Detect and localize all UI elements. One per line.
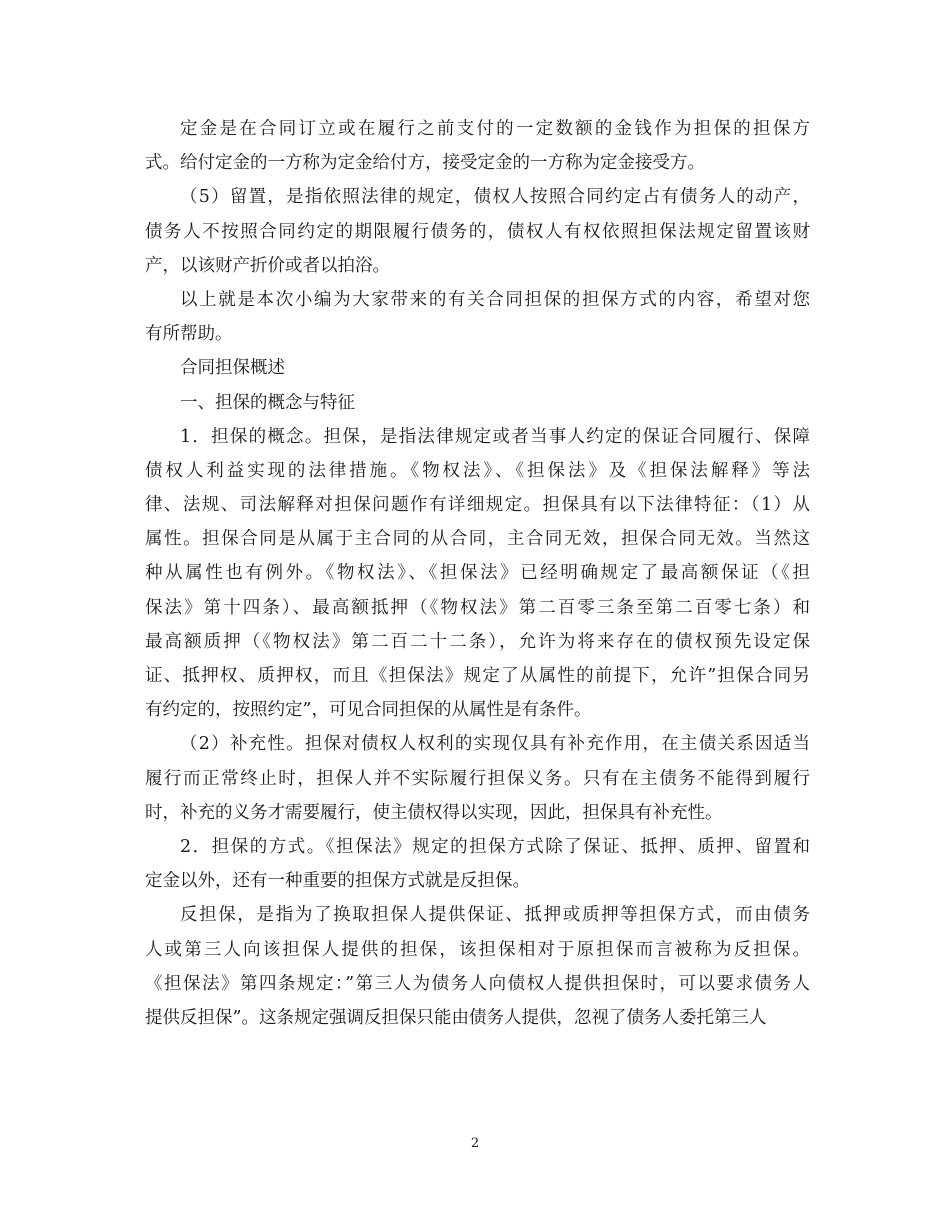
text-line: 时，补充的义务才需要履行，使主债权得以实现，因此，担保具有补充性。 xyxy=(145,802,723,823)
text-line: 反担保，是指为了换取担保人提供保证、抵押或质押等担保方式，而由债务 xyxy=(180,905,810,926)
text-line: 1．担保的概念。担保，是指法律规定或者当事人约定的保证合同履行、保障 xyxy=(180,426,810,447)
text-line: 保法》第十四条）、最高额抵押（《物权法》第二百零三条至第二百零七条）和 xyxy=(145,597,810,618)
text-line: （2）补充性。担保对债权人权利的实现仅具有补充作用，在主债关系因适当 xyxy=(180,734,810,755)
text-line: 以上就是本次小编为大家带来的有关合同担保的担保方式的内容，希望对您 xyxy=(180,289,810,310)
text-line: 履行而正常终止时，担保人并不实际履行担保义务。只有在主债务不能得到履行 xyxy=(145,768,810,789)
text-line: 式。给付定金的一方称为定金给付方，接受定金的一方称为定金接受方。 xyxy=(145,153,705,174)
paragraph xyxy=(145,898,810,1035)
text-line: 属性。担保合同是从属于主合同的从合同，主合同无效，担保合同无效。当然这 xyxy=(145,529,810,550)
text-line: 有约定的，按照约定”，可见合同担保的从属性是有条件。 xyxy=(145,700,592,721)
text-line: （5）留置，是指依照法律的规定，债权人按照合同约定占有债务人的动产， xyxy=(180,187,810,208)
text-line: 人或第三人向该担保人提供的担保，该担保相对于原担保而言被称为反担保。 xyxy=(145,939,810,960)
paragraph xyxy=(145,420,810,728)
text-line: 有所帮助。 xyxy=(145,324,233,345)
text-line: 债权人利益实现的法律措施。《物权法》、《担保法》及《担保法解释》等法 xyxy=(145,460,810,481)
text-line: 种从属性也有例外。《物权法》、《担保法》已经明确规定了最高额保证（《担 xyxy=(145,563,810,584)
text-line: 一、担保的概念与特征 xyxy=(180,392,355,413)
page-number: 2 xyxy=(470,1136,480,1151)
text-line: 证、抵押权、质押权，而且《担保法》规定了从属性的前提下，允许”担保合同另 xyxy=(145,666,810,686)
text-line: 《担保法》第四条规定：”第三人为债务人向债权人提供担保时，可以要求债务人 xyxy=(145,973,810,994)
paragraph xyxy=(145,112,810,180)
paragraph xyxy=(145,830,810,898)
section-heading xyxy=(145,386,810,420)
text-line: 定金是在合同订立或在履行之前支付的一定数额的金钱作为担保的担保方 xyxy=(180,119,810,139)
section-heading xyxy=(145,351,810,385)
text-line: 产，以该财产折价或者以拍浴。 xyxy=(145,255,390,276)
text-line: 定金以外，还有一种重要的担保方式就是反担保。 xyxy=(145,871,530,892)
text-line: 2．担保的方式。《担保法》规定的担保方式除了保证、抵押、质押、留置和 xyxy=(180,836,810,857)
paragraph xyxy=(145,727,810,830)
document-body xyxy=(145,112,810,1035)
text-line: 最高额质押（《物权法》第二百二十二条），允许为将来存在的债权预先设定保 xyxy=(145,631,810,652)
text-line: 合同担保概述 xyxy=(180,358,285,379)
paragraph xyxy=(145,180,810,283)
text-line: 债务人不按照合同约定的期限履行债务的，债权人有权依照担保法规定留置该财 xyxy=(145,221,810,242)
text-line: 提供反担保”。这条规定强调反担保只能由债务人提供，忽视了债务人委托第三人 xyxy=(145,1007,767,1028)
paragraph xyxy=(145,283,810,351)
text-line: 律、法规、司法解释对担保问题作有详细规定。担保具有以下法律特征：（1）从 xyxy=(145,495,810,516)
